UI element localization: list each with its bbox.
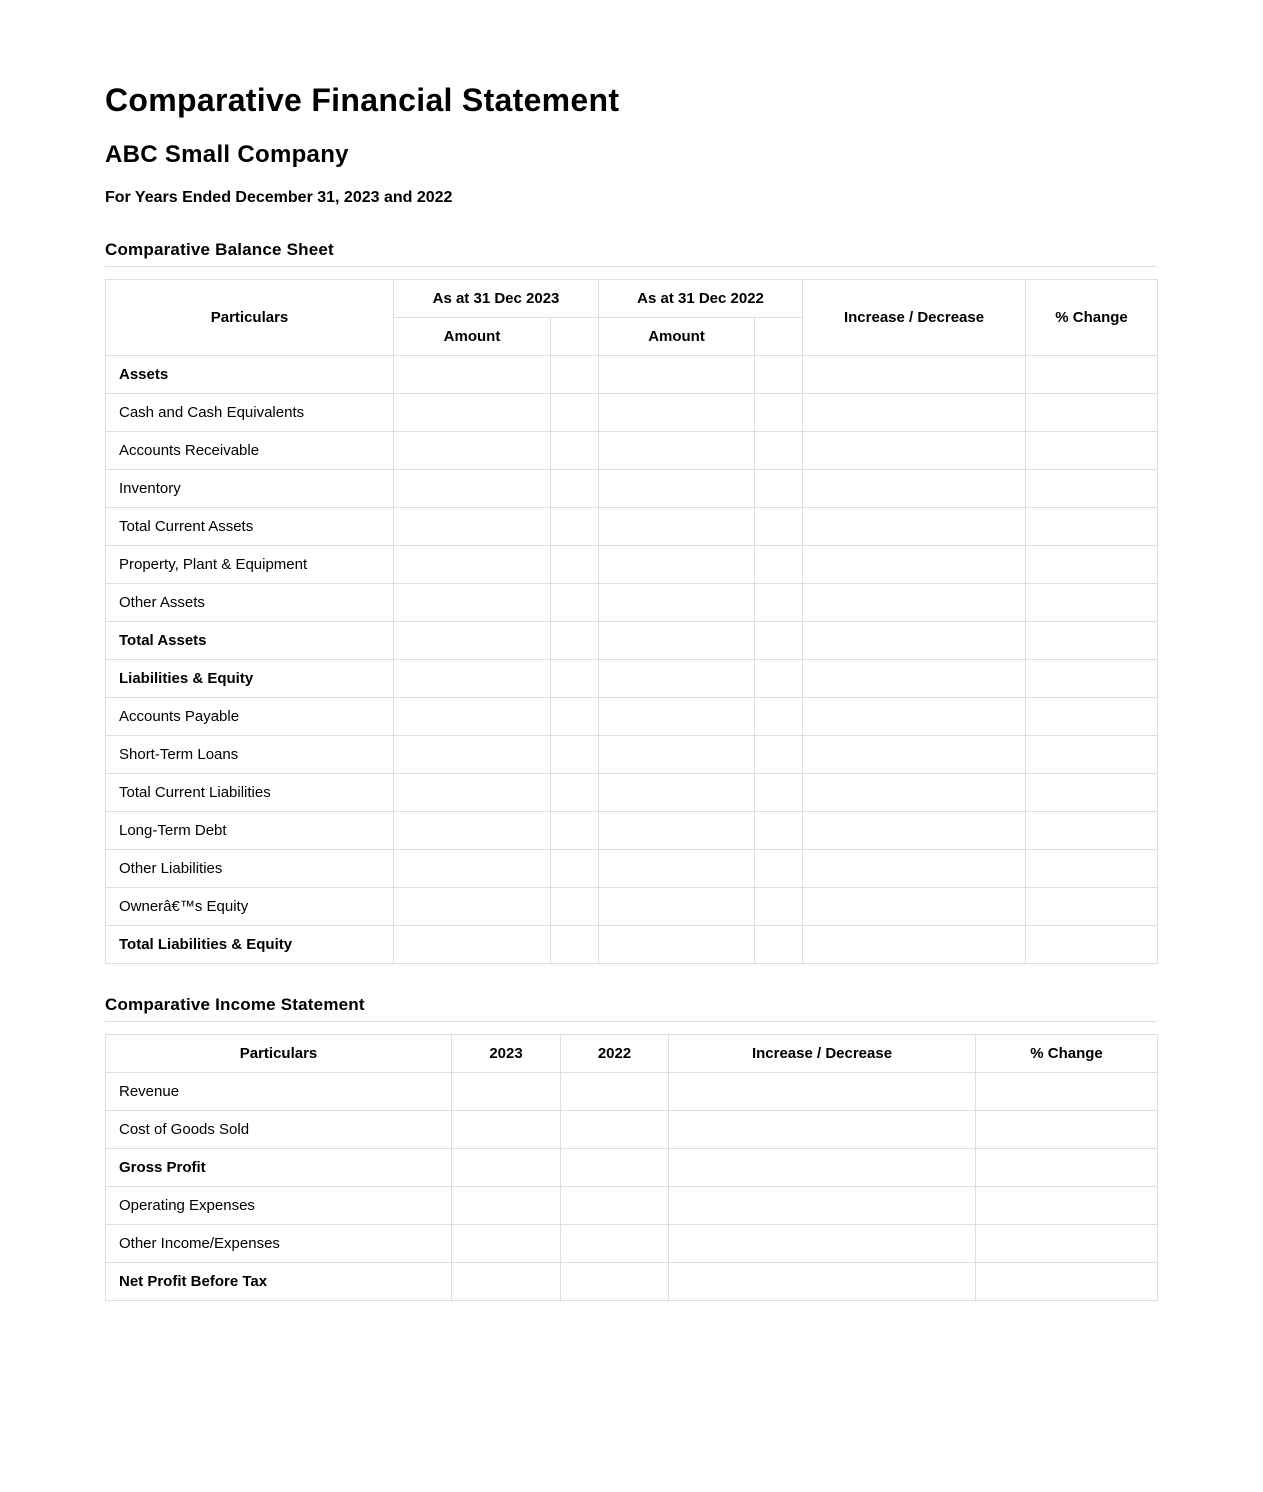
value-cell[interactable] <box>1026 774 1158 812</box>
header-increase-decrease: Increase / Decrease <box>803 280 1026 356</box>
value-cell[interactable] <box>561 1187 669 1225</box>
income-statement-body <box>106 1073 1158 1301</box>
value-cell[interactable] <box>1026 888 1158 926</box>
header-particulars: Particulars <box>106 1035 452 1073</box>
value-cell[interactable] <box>803 736 1026 774</box>
value-cell[interactable] <box>1026 508 1158 546</box>
value-cell[interactable] <box>755 850 803 888</box>
value-cell[interactable] <box>976 1225 1158 1263</box>
value-cell[interactable] <box>755 356 803 394</box>
header-2022: As at 31 Dec 2022 <box>599 280 803 318</box>
value-cell[interactable] <box>755 774 803 812</box>
row-label: Short-Term Loans <box>106 736 394 774</box>
value-cell[interactable] <box>976 1263 1158 1301</box>
value-cell[interactable] <box>976 1149 1158 1187</box>
table-row <box>106 622 1158 660</box>
company-name: ABC Small Company <box>105 141 349 168</box>
page-title: Comparative Financial Statement <box>105 82 620 118</box>
value-cell[interactable] <box>394 470 551 508</box>
value-cell[interactable] <box>803 888 1026 926</box>
value-cell[interactable] <box>976 1187 1158 1225</box>
value-cell[interactable] <box>551 774 599 812</box>
value-cell[interactable] <box>669 1111 976 1149</box>
table-row <box>106 508 1158 546</box>
value-cell[interactable] <box>1026 812 1158 850</box>
value-cell[interactable] <box>803 546 1026 584</box>
table-row <box>106 1149 1158 1187</box>
value-cell[interactable] <box>1026 432 1158 470</box>
value-cell[interactable] <box>669 1149 976 1187</box>
header-particulars: Particulars <box>106 280 394 356</box>
value-cell[interactable] <box>394 508 551 546</box>
value-cell[interactable] <box>803 356 1026 394</box>
value-cell[interactable] <box>394 812 551 850</box>
table-row <box>106 850 1158 888</box>
value-cell[interactable] <box>452 1149 561 1187</box>
value-cell[interactable] <box>452 1187 561 1225</box>
table-row <box>106 1073 1158 1111</box>
value-cell[interactable] <box>599 356 755 394</box>
value-cell[interactable] <box>1026 622 1158 660</box>
period-subtitle: For Years Ended December 31, 2023 and 2022 <box>105 189 453 206</box>
value-cell[interactable] <box>394 850 551 888</box>
value-cell[interactable] <box>599 432 755 470</box>
header-2023: As at 31 Dec 2023 <box>394 280 599 318</box>
value-cell[interactable] <box>755 394 803 432</box>
table-row <box>106 1225 1158 1263</box>
value-cell[interactable] <box>551 584 599 622</box>
value-cell[interactable] <box>1026 356 1158 394</box>
row-label: Property, Plant & Equipment <box>106 546 394 584</box>
value-cell[interactable] <box>599 926 755 964</box>
value-cell[interactable] <box>561 1149 669 1187</box>
table-row <box>106 470 1158 508</box>
value-cell[interactable] <box>394 888 551 926</box>
value-cell[interactable] <box>551 622 599 660</box>
income-statement-table <box>105 1034 1158 1301</box>
value-cell[interactable] <box>803 508 1026 546</box>
value-cell[interactable] <box>551 432 599 470</box>
value-cell[interactable] <box>803 660 1026 698</box>
value-cell[interactable] <box>599 584 755 622</box>
row-label: Inventory <box>106 470 394 508</box>
value-cell[interactable] <box>452 1111 561 1149</box>
row-label: Total Assets <box>106 622 394 660</box>
value-cell[interactable] <box>452 1073 561 1111</box>
value-cell[interactable] <box>561 1073 669 1111</box>
value-cell[interactable] <box>755 432 803 470</box>
table-row <box>106 1187 1158 1225</box>
value-cell[interactable] <box>599 736 755 774</box>
value-cell[interactable] <box>394 926 551 964</box>
value-cell[interactable] <box>755 812 803 850</box>
row-label: Liabilities & Equity <box>106 660 394 698</box>
value-cell[interactable] <box>551 888 599 926</box>
balance-sheet-body <box>106 356 1158 964</box>
value-cell[interactable] <box>976 1111 1158 1149</box>
value-cell[interactable] <box>669 1263 976 1301</box>
value-cell[interactable] <box>599 850 755 888</box>
row-label: Operating Expenses <box>106 1187 452 1225</box>
value-cell[interactable] <box>976 1073 1158 1111</box>
value-cell[interactable] <box>394 622 551 660</box>
value-cell[interactable] <box>803 698 1026 736</box>
value-cell[interactable] <box>551 546 599 584</box>
value-cell[interactable] <box>394 432 551 470</box>
value-cell[interactable] <box>803 432 1026 470</box>
row-label: Total Current Liabilities <box>106 774 394 812</box>
table-row <box>106 888 1158 926</box>
row-label: Accounts Receivable <box>106 432 394 470</box>
value-cell[interactable] <box>599 698 755 736</box>
row-label: Other Assets <box>106 584 394 622</box>
table-row <box>106 1263 1158 1301</box>
value-cell[interactable] <box>599 508 755 546</box>
value-cell[interactable] <box>1026 470 1158 508</box>
value-cell[interactable] <box>394 698 551 736</box>
value-cell[interactable] <box>599 660 755 698</box>
row-label: Other Income/Expenses <box>106 1225 452 1263</box>
value-cell[interactable] <box>803 850 1026 888</box>
value-cell[interactable] <box>1026 584 1158 622</box>
value-cell[interactable] <box>599 546 755 584</box>
value-cell[interactable] <box>1026 850 1158 888</box>
value-cell[interactable] <box>452 1225 561 1263</box>
value-cell[interactable] <box>551 394 599 432</box>
header-2023: 2023 <box>452 1035 561 1073</box>
value-cell[interactable] <box>394 584 551 622</box>
table-row <box>106 812 1158 850</box>
value-cell[interactable] <box>755 622 803 660</box>
row-label: Cash and Cash Equivalents <box>106 394 394 432</box>
balance-sheet-section <box>105 240 1157 964</box>
value-cell[interactable] <box>755 546 803 584</box>
value-cell[interactable] <box>599 812 755 850</box>
value-cell[interactable] <box>551 736 599 774</box>
table-row <box>106 394 1158 432</box>
header-2022: 2022 <box>561 1035 669 1073</box>
value-cell[interactable] <box>599 774 755 812</box>
value-cell[interactable] <box>1026 660 1158 698</box>
table-row <box>106 698 1158 736</box>
table-row <box>106 356 1158 394</box>
value-cell[interactable] <box>561 1263 669 1301</box>
balance-sheet-table <box>105 279 1158 964</box>
value-cell[interactable] <box>452 1263 561 1301</box>
value-cell[interactable] <box>394 356 551 394</box>
value-cell[interactable] <box>551 812 599 850</box>
value-cell[interactable] <box>1026 698 1158 736</box>
value-cell[interactable] <box>551 660 599 698</box>
value-cell[interactable] <box>755 926 803 964</box>
value-cell[interactable] <box>803 926 1026 964</box>
value-cell[interactable] <box>755 888 803 926</box>
table-row <box>106 546 1158 584</box>
header-blank-2023 <box>551 318 599 356</box>
table-row <box>106 926 1158 964</box>
table-row <box>106 774 1158 812</box>
row-label: Assets <box>106 356 394 394</box>
value-cell[interactable] <box>803 584 1026 622</box>
income-statement-heading: Comparative Income Statement <box>105 995 1157 1022</box>
value-cell[interactable] <box>669 1225 976 1263</box>
value-cell[interactable] <box>1026 926 1158 964</box>
header-amount-2023: Amount <box>394 318 551 356</box>
header-pct-change: % Change <box>976 1035 1158 1073</box>
header-amount-2022: Amount <box>599 318 755 356</box>
value-cell[interactable] <box>599 394 755 432</box>
table-row <box>106 584 1158 622</box>
value-cell[interactable] <box>394 546 551 584</box>
row-label: Accounts Payable <box>106 698 394 736</box>
value-cell[interactable] <box>803 470 1026 508</box>
value-cell[interactable] <box>755 660 803 698</box>
value-cell[interactable] <box>394 774 551 812</box>
value-cell[interactable] <box>599 888 755 926</box>
value-cell[interactable] <box>551 698 599 736</box>
value-cell[interactable] <box>551 356 599 394</box>
value-cell[interactable] <box>551 470 599 508</box>
table-row <box>106 736 1158 774</box>
value-cell[interactable] <box>561 1111 669 1149</box>
value-cell[interactable] <box>599 470 755 508</box>
value-cell[interactable] <box>394 660 551 698</box>
table-row <box>106 660 1158 698</box>
income-statement-section <box>105 995 1157 1301</box>
row-label: Gross Profit <box>106 1149 452 1187</box>
value-cell[interactable] <box>561 1225 669 1263</box>
value-cell[interactable] <box>803 812 1026 850</box>
value-cell[interactable] <box>551 926 599 964</box>
table-row <box>106 432 1158 470</box>
header-increase-decrease: Increase / Decrease <box>669 1035 976 1073</box>
row-label: Ownerâ€™s Equity <box>106 888 394 926</box>
value-cell[interactable] <box>803 622 1026 660</box>
header-pct-change: % Change <box>1026 280 1158 356</box>
value-cell[interactable] <box>1026 736 1158 774</box>
value-cell[interactable] <box>551 508 599 546</box>
value-cell[interactable] <box>669 1073 976 1111</box>
row-label: Cost of Goods Sold <box>106 1111 452 1149</box>
value-cell[interactable] <box>1026 394 1158 432</box>
row-label: Long-Term Debt <box>106 812 394 850</box>
value-cell[interactable] <box>755 736 803 774</box>
value-cell[interactable] <box>394 736 551 774</box>
header-blank-2022 <box>755 318 803 356</box>
value-cell[interactable] <box>755 470 803 508</box>
row-label: Total Current Assets <box>106 508 394 546</box>
value-cell[interactable] <box>755 584 803 622</box>
value-cell[interactable] <box>1026 546 1158 584</box>
value-cell[interactable] <box>755 508 803 546</box>
balance-sheet-heading: Comparative Balance Sheet <box>105 240 1157 267</box>
value-cell[interactable] <box>669 1187 976 1225</box>
value-cell[interactable] <box>394 394 551 432</box>
value-cell[interactable] <box>599 622 755 660</box>
value-cell[interactable] <box>803 774 1026 812</box>
row-label: Other Liabilities <box>106 850 394 888</box>
row-label: Net Profit Before Tax <box>106 1263 452 1301</box>
value-cell[interactable] <box>803 394 1026 432</box>
row-label: Revenue <box>106 1073 452 1111</box>
value-cell[interactable] <box>551 850 599 888</box>
row-label: Total Liabilities & Equity <box>106 926 394 964</box>
table-row <box>106 1111 1158 1149</box>
value-cell[interactable] <box>755 698 803 736</box>
